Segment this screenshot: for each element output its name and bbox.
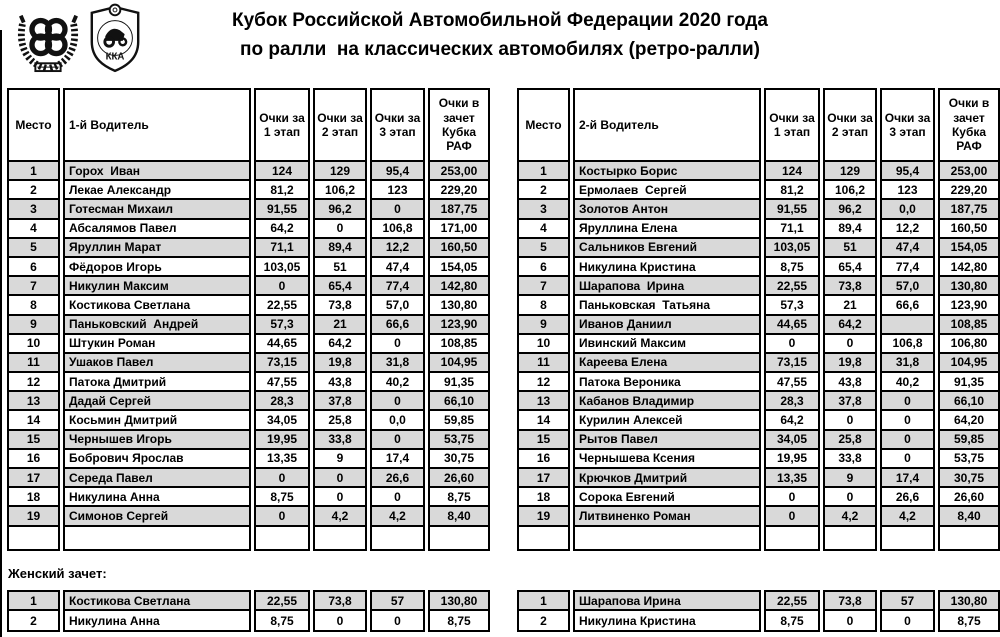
stage1-points-cell bbox=[254, 527, 310, 551]
stage3-points-cell: 123 bbox=[880, 181, 935, 200]
total-points-cell: 8,75 bbox=[428, 611, 490, 632]
driver-cell: Рытов Павел bbox=[573, 431, 761, 450]
stage1-points-cell: 81,2 bbox=[254, 181, 310, 200]
womens-table-first-driver bbox=[7, 590, 490, 632]
stage2-points-cell: 129 bbox=[823, 162, 877, 181]
driver-cell: Ивинский Максим bbox=[573, 335, 761, 354]
stage3-points-cell: 4,2 bbox=[370, 507, 425, 526]
stage3-points-cell: 0,0 bbox=[880, 200, 935, 219]
driver-cell: Яруллина Елена bbox=[573, 220, 761, 239]
page-title-line1: Кубок Российской Автомобильной Федерации 2020 года bbox=[231, 10, 768, 31]
total-points-cell: 171,00 bbox=[428, 220, 490, 239]
driver-cell: Крючков Дмитрий bbox=[573, 469, 761, 488]
stage1-points-cell: 22,55 bbox=[764, 590, 820, 611]
driver-cell: Никулина Кристина bbox=[573, 258, 761, 277]
place-cell: 13 bbox=[7, 392, 60, 411]
stage3-points-cell: 77,4 bbox=[370, 277, 425, 296]
stage2-points-cell: 0 bbox=[823, 411, 877, 430]
stage1-points-cell: 91,55 bbox=[254, 200, 310, 219]
total-points-cell: 8,40 bbox=[428, 507, 490, 526]
stage1-points-cell: 19,95 bbox=[764, 450, 820, 469]
stage2-points-cell: 64,2 bbox=[823, 316, 877, 335]
place-cell bbox=[7, 527, 60, 551]
place-cell: 13 bbox=[517, 392, 570, 411]
womens-table-second-driver bbox=[517, 590, 1000, 632]
stage1-points-cell: 0 bbox=[254, 277, 310, 296]
stage2-points-cell: 0 bbox=[313, 220, 367, 239]
stage2-points-cell: 73,8 bbox=[823, 590, 877, 611]
driver-cell bbox=[63, 527, 251, 551]
stage1-points-cell: 57,3 bbox=[254, 316, 310, 335]
place-cell: 8 bbox=[7, 296, 60, 315]
stage3-points-cell: 31,8 bbox=[370, 354, 425, 373]
total-points-cell: 253,00 bbox=[938, 162, 1000, 181]
total-points-cell: 64,20 bbox=[938, 411, 1000, 430]
total-points-cell: 130,80 bbox=[428, 590, 490, 611]
stage1-points-cell: 8,75 bbox=[254, 611, 310, 632]
total-points-cell: 26,60 bbox=[938, 488, 1000, 507]
total-points-cell: 91,35 bbox=[428, 373, 490, 392]
stage3-points-cell: 0 bbox=[370, 431, 425, 450]
kka-logo-text: ККА bbox=[105, 51, 125, 63]
stage1-points-cell: 57,3 bbox=[764, 296, 820, 315]
driver-cell: Костикова Светлана bbox=[63, 296, 251, 315]
stage2-points-cell: 0 bbox=[313, 469, 367, 488]
total-points-cell: 30,75 bbox=[428, 450, 490, 469]
place-cell: 17 bbox=[517, 469, 570, 488]
stage3-points-cell: 40,2 bbox=[370, 373, 425, 392]
stage1-points-cell: 47,55 bbox=[764, 373, 820, 392]
stage3-points-cell: 57,0 bbox=[880, 277, 935, 296]
stage1-points-cell: 8,75 bbox=[254, 488, 310, 507]
stage2-points-cell: 73,8 bbox=[313, 296, 367, 315]
stage2-points-cell bbox=[823, 527, 877, 551]
stage3-points-cell bbox=[880, 527, 935, 551]
stage2-points-cell: 21 bbox=[823, 296, 877, 315]
stage3-points-cell: 0 bbox=[880, 611, 935, 632]
place-cell: 6 bbox=[517, 258, 570, 277]
driver-cell: Ермолаев Сергей bbox=[573, 181, 761, 200]
total-points-cell: 53,75 bbox=[428, 431, 490, 450]
driver-cell: Шарапова Ирина bbox=[573, 277, 761, 296]
stage3-points-cell: 0 bbox=[880, 450, 935, 469]
stage3-points-cell: 31,8 bbox=[880, 354, 935, 373]
driver-cell: Бобрович Ярослав bbox=[63, 450, 251, 469]
place-cell: 11 bbox=[7, 354, 60, 373]
header-stage1: Очки за 1 этап bbox=[254, 88, 310, 162]
place-cell: 15 bbox=[517, 431, 570, 450]
total-points-cell: 108,85 bbox=[428, 335, 490, 354]
total-points-cell: 187,75 bbox=[428, 200, 490, 219]
stage1-points-cell: 124 bbox=[764, 162, 820, 181]
stage1-points-cell: 8,75 bbox=[764, 258, 820, 277]
place-cell: 3 bbox=[517, 200, 570, 219]
stage1-points-cell: 22,55 bbox=[254, 590, 310, 611]
stage3-points-cell: 47,4 bbox=[880, 239, 935, 258]
stage3-points-cell: 0 bbox=[880, 411, 935, 430]
driver-cell: Паньковский Андрей bbox=[63, 316, 251, 335]
place-cell: 2 bbox=[7, 611, 60, 632]
stage1-points-cell: 103,05 bbox=[254, 258, 310, 277]
place-cell: 12 bbox=[7, 373, 60, 392]
stage2-points-cell: 9 bbox=[823, 469, 877, 488]
page-title bbox=[0, 6, 1000, 64]
stage2-points-cell: 0 bbox=[823, 611, 877, 632]
place-cell: 17 bbox=[7, 469, 60, 488]
total-points-cell: 229,20 bbox=[428, 181, 490, 200]
stage3-points-cell: 0 bbox=[880, 392, 935, 411]
stage2-points-cell: 106,2 bbox=[823, 181, 877, 200]
total-points-cell: 30,75 bbox=[938, 469, 1000, 488]
stage3-points-cell: 47,4 bbox=[370, 258, 425, 277]
stage1-points-cell: 8,75 bbox=[764, 611, 820, 632]
stage3-points-cell: 26,6 bbox=[370, 469, 425, 488]
driver-cell: Штукин Роман bbox=[63, 335, 251, 354]
place-cell: 2 bbox=[7, 181, 60, 200]
stage1-points-cell: 47,55 bbox=[254, 373, 310, 392]
stage2-points-cell: 21 bbox=[313, 316, 367, 335]
driver-cell: Патока Дмитрий bbox=[63, 373, 251, 392]
driver-cell: Лекае Александр bbox=[63, 181, 251, 200]
total-points-cell: 26,60 bbox=[428, 469, 490, 488]
driver-cell: Патока Вероника bbox=[573, 373, 761, 392]
total-points-cell: 142,80 bbox=[938, 258, 1000, 277]
place-cell: 7 bbox=[517, 277, 570, 296]
header-stage2: Очки за 2 этап bbox=[823, 88, 877, 162]
stage2-points-cell: 0 bbox=[313, 611, 367, 632]
total-points-cell: 104,95 bbox=[428, 354, 490, 373]
stage2-points-cell: 65,4 bbox=[823, 258, 877, 277]
place-cell: 5 bbox=[517, 239, 570, 258]
stage2-points-cell: 25,8 bbox=[313, 411, 367, 430]
driver-cell: Паньковская Татьяна bbox=[573, 296, 761, 315]
total-points-cell bbox=[428, 527, 490, 551]
total-points-cell: 123,90 bbox=[938, 296, 1000, 315]
driver-cell: Ушаков Павел bbox=[63, 354, 251, 373]
stage1-points-cell: 0 bbox=[764, 507, 820, 526]
total-points-cell: 8,75 bbox=[938, 611, 1000, 632]
stage3-points-cell: 57 bbox=[880, 590, 935, 611]
stage3-points-cell: 95,4 bbox=[880, 162, 935, 181]
driver-cell: Абсалямов Павел bbox=[63, 220, 251, 239]
stage3-points-cell: 0 bbox=[370, 200, 425, 219]
header-place: Место bbox=[7, 88, 60, 162]
place-cell: 9 bbox=[7, 316, 60, 335]
stage1-points-cell: 64,2 bbox=[254, 220, 310, 239]
stage2-points-cell: 43,8 bbox=[823, 373, 877, 392]
driver-cell: Середа Павел bbox=[63, 469, 251, 488]
total-points-cell: 53,75 bbox=[938, 450, 1000, 469]
stage2-points-cell: 51 bbox=[823, 239, 877, 258]
total-points-cell: 59,85 bbox=[938, 431, 1000, 450]
place-cell: 4 bbox=[517, 220, 570, 239]
place-cell: 2 bbox=[517, 181, 570, 200]
driver-cell: Шарапова Ирина bbox=[573, 590, 761, 611]
place-cell: 14 bbox=[7, 411, 60, 430]
stage1-points-cell: 81,2 bbox=[764, 181, 820, 200]
place-cell: 2 bbox=[517, 611, 570, 632]
header-total: Очки в зачет Кубка РАФ bbox=[428, 88, 490, 162]
stage2-points-cell: 106,2 bbox=[313, 181, 367, 200]
place-cell: 3 bbox=[7, 200, 60, 219]
place-cell: 10 bbox=[517, 335, 570, 354]
stage1-points-cell: 103,05 bbox=[764, 239, 820, 258]
place-cell bbox=[517, 527, 570, 551]
place-cell: 11 bbox=[517, 354, 570, 373]
stage3-points-cell: 66,6 bbox=[880, 296, 935, 315]
stage2-points-cell: 0 bbox=[823, 335, 877, 354]
stage1-points-cell: 19,95 bbox=[254, 431, 310, 450]
place-cell: 6 bbox=[7, 258, 60, 277]
stage1-points-cell: 124 bbox=[254, 162, 310, 181]
stage1-points-cell: 22,55 bbox=[764, 277, 820, 296]
standings-table-second-driver bbox=[517, 88, 1000, 551]
stage2-points-cell: 37,8 bbox=[823, 392, 877, 411]
stage1-points-cell: 71,1 bbox=[764, 220, 820, 239]
page-edge-line bbox=[0, 30, 2, 637]
driver-cell: Готесман Михаил bbox=[63, 200, 251, 219]
place-cell: 1 bbox=[7, 590, 60, 611]
stage3-points-cell: 17,4 bbox=[370, 450, 425, 469]
stage3-points-cell: 26,6 bbox=[880, 488, 935, 507]
stage2-points-cell: 33,8 bbox=[823, 450, 877, 469]
stage2-points-cell: 96,2 bbox=[823, 200, 877, 219]
total-points-cell: 160,50 bbox=[938, 220, 1000, 239]
stage3-points-cell: 12,2 bbox=[370, 239, 425, 258]
stage2-points-cell: 9 bbox=[313, 450, 367, 469]
total-points-cell bbox=[938, 527, 1000, 551]
stage2-points-cell bbox=[313, 527, 367, 551]
total-points-cell: 91,35 bbox=[938, 373, 1000, 392]
stage3-points-cell: 106,8 bbox=[880, 335, 935, 354]
stage2-points-cell: 51 bbox=[313, 258, 367, 277]
total-points-cell: 160,50 bbox=[428, 239, 490, 258]
stage1-points-cell: 64,2 bbox=[764, 411, 820, 430]
total-points-cell: 130,80 bbox=[938, 590, 1000, 611]
total-points-cell: 59,85 bbox=[428, 411, 490, 430]
stage3-points-cell bbox=[880, 316, 935, 335]
driver-cell: Сорока Евгений bbox=[573, 488, 761, 507]
driver-cell: Горох Иван bbox=[63, 162, 251, 181]
place-cell: 18 bbox=[7, 488, 60, 507]
driver-cell: Никулин Максим bbox=[63, 277, 251, 296]
total-points-cell: 154,05 bbox=[428, 258, 490, 277]
total-points-cell: 104,95 bbox=[938, 354, 1000, 373]
stage2-points-cell: 0 bbox=[313, 488, 367, 507]
place-cell: 10 bbox=[7, 335, 60, 354]
header-stage1: Очки за 1 этап bbox=[764, 88, 820, 162]
driver-cell: Чернышев Игорь bbox=[63, 431, 251, 450]
place-cell: 5 bbox=[7, 239, 60, 258]
stage1-points-cell: 91,55 bbox=[764, 200, 820, 219]
driver-cell: Никулина Анна bbox=[63, 488, 251, 507]
driver-cell: Иванов Даниил bbox=[573, 316, 761, 335]
driver-cell: Никулина Анна bbox=[63, 611, 251, 632]
stage1-points-cell: 28,3 bbox=[764, 392, 820, 411]
stage1-points-cell: 22,55 bbox=[254, 296, 310, 315]
driver-cell: Курилин Алексей bbox=[573, 411, 761, 430]
stage1-points-cell: 73,15 bbox=[254, 354, 310, 373]
stage3-points-cell: 0,0 bbox=[370, 411, 425, 430]
stage1-points-cell bbox=[764, 527, 820, 551]
place-cell: 18 bbox=[517, 488, 570, 507]
stage1-points-cell: 44,65 bbox=[254, 335, 310, 354]
driver-cell: Фёдоров Игорь bbox=[63, 258, 251, 277]
stage2-points-cell: 129 bbox=[313, 162, 367, 181]
stage1-points-cell: 73,15 bbox=[764, 354, 820, 373]
stage1-points-cell: 13,35 bbox=[764, 469, 820, 488]
place-cell: 1 bbox=[517, 162, 570, 181]
total-points-cell: 8,75 bbox=[428, 488, 490, 507]
stage1-points-cell: 13,35 bbox=[254, 450, 310, 469]
total-points-cell: 142,80 bbox=[428, 277, 490, 296]
stage3-points-cell: 57 bbox=[370, 590, 425, 611]
stage1-points-cell: 44,65 bbox=[764, 316, 820, 335]
driver-cell: Золотов Антон bbox=[573, 200, 761, 219]
place-cell: 19 bbox=[7, 507, 60, 526]
stage3-points-cell: 0 bbox=[370, 392, 425, 411]
stage3-points-cell: 12,2 bbox=[880, 220, 935, 239]
stage3-points-cell: 95,4 bbox=[370, 162, 425, 181]
stage2-points-cell: 89,4 bbox=[313, 239, 367, 258]
driver-cell: Литвиненко Роман bbox=[573, 507, 761, 526]
driver-cell bbox=[573, 527, 761, 551]
driver-cell: Кабанов Владимир bbox=[573, 392, 761, 411]
stage1-points-cell: 28,3 bbox=[254, 392, 310, 411]
total-points-cell: 106,80 bbox=[938, 335, 1000, 354]
header-place: Место bbox=[517, 88, 570, 162]
stage3-points-cell: 0 bbox=[370, 611, 425, 632]
total-points-cell: 123,90 bbox=[428, 316, 490, 335]
header-stage2: Очки за 2 этап bbox=[313, 88, 367, 162]
page-title-line2: по ралли на классических автомобилях (ретро-ралли) bbox=[239, 39, 761, 60]
total-points-cell: 187,75 bbox=[938, 200, 1000, 219]
total-points-cell: 154,05 bbox=[938, 239, 1000, 258]
place-cell: 15 bbox=[7, 431, 60, 450]
driver-cell: Симонов Сергей bbox=[63, 507, 251, 526]
stage3-points-cell: 4,2 bbox=[880, 507, 935, 526]
total-points-cell: 130,80 bbox=[428, 296, 490, 315]
stage3-points-cell: 40,2 bbox=[880, 373, 935, 392]
header-total: Очки в зачет Кубка РАФ bbox=[938, 88, 1000, 162]
place-cell: 4 bbox=[7, 220, 60, 239]
header-driver: 2-й Водитель bbox=[573, 88, 761, 162]
place-cell: 12 bbox=[517, 373, 570, 392]
stage3-points-cell: 0 bbox=[880, 431, 935, 450]
driver-cell: Кареева Елена bbox=[573, 354, 761, 373]
stage1-points-cell: 71,1 bbox=[254, 239, 310, 258]
driver-cell: Дадай Сергей bbox=[63, 392, 251, 411]
place-cell: 7 bbox=[7, 277, 60, 296]
stage2-points-cell: 19,8 bbox=[823, 354, 877, 373]
stage3-points-cell bbox=[370, 527, 425, 551]
stage2-points-cell: 33,8 bbox=[313, 431, 367, 450]
place-cell: 1 bbox=[517, 590, 570, 611]
total-points-cell: 130,80 bbox=[938, 277, 1000, 296]
total-points-cell: 66,10 bbox=[938, 392, 1000, 411]
place-cell: 16 bbox=[7, 450, 60, 469]
stage3-points-cell: 57,0 bbox=[370, 296, 425, 315]
driver-cell: Чернышева Ксения bbox=[573, 450, 761, 469]
driver-cell: Костырко Борис bbox=[573, 162, 761, 181]
standings-table-first-driver bbox=[7, 88, 490, 551]
place-cell: 19 bbox=[517, 507, 570, 526]
stage3-points-cell: 77,4 bbox=[880, 258, 935, 277]
stage2-points-cell: 96,2 bbox=[313, 200, 367, 219]
total-points-cell: 108,85 bbox=[938, 316, 1000, 335]
stage3-points-cell: 17,4 bbox=[880, 469, 935, 488]
total-points-cell: 253,00 bbox=[428, 162, 490, 181]
stage2-points-cell: 19,8 bbox=[313, 354, 367, 373]
header-stage3: Очки за 3 этап bbox=[880, 88, 935, 162]
stage2-points-cell: 37,8 bbox=[313, 392, 367, 411]
stage1-points-cell: 0 bbox=[764, 488, 820, 507]
stage1-points-cell: 0 bbox=[254, 507, 310, 526]
total-points-cell: 8,40 bbox=[938, 507, 1000, 526]
stage3-points-cell: 0 bbox=[370, 488, 425, 507]
stage2-points-cell: 25,8 bbox=[823, 431, 877, 450]
place-cell: 9 bbox=[517, 316, 570, 335]
header-stage3: Очки за 3 этап bbox=[370, 88, 425, 162]
stage2-points-cell: 89,4 bbox=[823, 220, 877, 239]
stage2-points-cell: 43,8 bbox=[313, 373, 367, 392]
place-cell: 14 bbox=[517, 411, 570, 430]
driver-cell: Косьмин Дмитрий bbox=[63, 411, 251, 430]
driver-cell: Сальников Евгений bbox=[573, 239, 761, 258]
stage2-points-cell: 73,8 bbox=[313, 590, 367, 611]
stage3-points-cell: 0 bbox=[370, 335, 425, 354]
stage3-points-cell: 106,8 bbox=[370, 220, 425, 239]
stage1-points-cell: 0 bbox=[254, 469, 310, 488]
driver-cell: Костикова Светлана bbox=[63, 590, 251, 611]
stage2-points-cell: 0 bbox=[823, 488, 877, 507]
total-points-cell: 66,10 bbox=[428, 392, 490, 411]
stage1-points-cell: 0 bbox=[764, 335, 820, 354]
stage3-points-cell: 123 bbox=[370, 181, 425, 200]
stage2-points-cell: 64,2 bbox=[313, 335, 367, 354]
stage2-points-cell: 4,2 bbox=[313, 507, 367, 526]
stage2-points-cell: 4,2 bbox=[823, 507, 877, 526]
stage3-points-cell: 66,6 bbox=[370, 316, 425, 335]
place-cell: 8 bbox=[517, 296, 570, 315]
stage1-points-cell: 34,05 bbox=[254, 411, 310, 430]
stage2-points-cell: 65,4 bbox=[313, 277, 367, 296]
driver-cell: Никулина Кристина bbox=[573, 611, 761, 632]
stage1-points-cell: 34,05 bbox=[764, 431, 820, 450]
driver-cell: Яруллин Марат bbox=[63, 239, 251, 258]
total-points-cell: 229,20 bbox=[938, 181, 1000, 200]
stage2-points-cell: 73,8 bbox=[823, 277, 877, 296]
header-driver: 1-й Водитель bbox=[63, 88, 251, 162]
place-cell: 1 bbox=[7, 162, 60, 181]
place-cell: 16 bbox=[517, 450, 570, 469]
womens-classification-label: Женский зачет: bbox=[8, 566, 107, 581]
